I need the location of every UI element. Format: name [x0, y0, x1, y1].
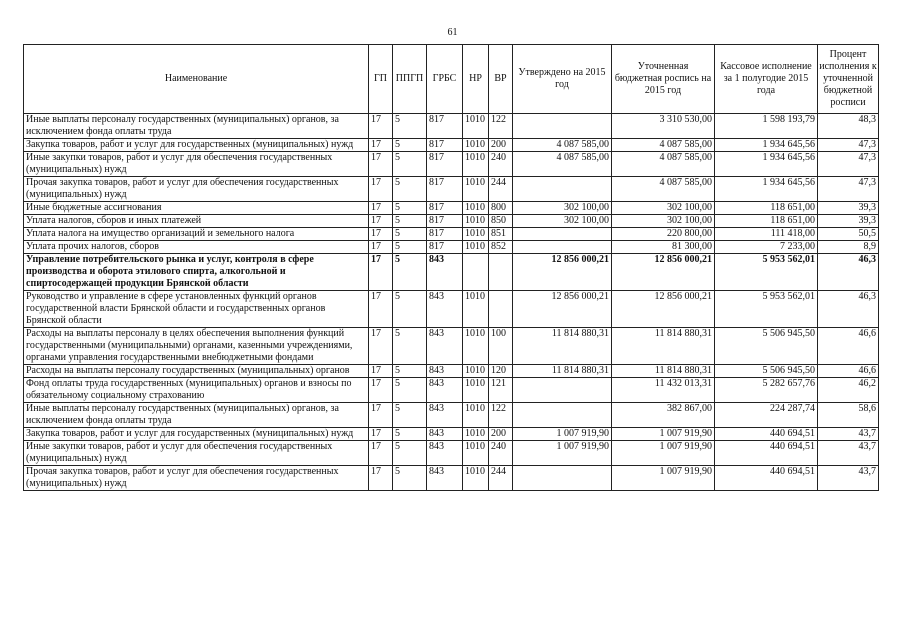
cell-vr: 800 — [489, 202, 513, 215]
cell-refined: 302 100,00 — [612, 202, 715, 215]
cell-cash: 440 694,51 — [715, 466, 818, 491]
cell-nr: 1010 — [463, 328, 489, 365]
cell-name: Закупка товаров, работ и услуг для государственных (муниципальных) нужд — [24, 428, 369, 441]
cell-gp: 17 — [369, 328, 393, 365]
table-row — [24, 228, 879, 241]
cell-ppgp: 5 — [393, 114, 427, 139]
cell-ppgp: 5 — [393, 441, 427, 466]
cell-grbs: 843 — [427, 441, 463, 466]
cell-approved — [513, 403, 612, 428]
cell-percent: 46,6 — [818, 365, 879, 378]
cell-cash: 5 953 562,01 — [715, 291, 818, 328]
cell-percent: 46,3 — [818, 254, 879, 291]
cell-percent: 43,7 — [818, 441, 879, 466]
cell-vr: 850 — [489, 215, 513, 228]
header-approved: Утверждено на 2015 год — [513, 45, 612, 114]
cell-gp: 17 — [369, 241, 393, 254]
cell-ppgp: 5 — [393, 241, 427, 254]
cell-percent: 39,3 — [818, 215, 879, 228]
cell-gp: 17 — [369, 152, 393, 177]
page-number: 61 — [447, 27, 458, 38]
cell-approved — [513, 114, 612, 139]
header-cash: Кассовое исполнение за 1 полугодие 2015 года — [715, 45, 818, 114]
header-percent: Процент исполнения к уточненной бюджетной росписи — [818, 45, 879, 114]
cell-approved: 1 007 919,90 — [513, 441, 612, 466]
cell-ppgp: 5 — [393, 378, 427, 403]
cell-approved: 302 100,00 — [513, 202, 612, 215]
cell-refined: 382 867,00 — [612, 403, 715, 428]
cell-cash: 118 651,00 — [715, 215, 818, 228]
cell-ppgp: 5 — [393, 466, 427, 491]
cell-vr: 851 — [489, 228, 513, 241]
cell-gp: 17 — [369, 254, 393, 291]
cell-refined: 220 800,00 — [612, 228, 715, 241]
cell-refined: 11 814 880,31 — [612, 328, 715, 365]
cell-refined: 12 856 000,21 — [612, 254, 715, 291]
cell-nr: 1010 — [463, 403, 489, 428]
cell-name: Расходы на выплаты персоналу в целях обеспечения выполнения функций государственными (муниципальными) органами, казенными учреждениями, органами управления государственными внебюджетными фондами — [24, 328, 369, 365]
table-row — [24, 202, 879, 215]
cell-cash: 5 282 657,76 — [715, 378, 818, 403]
table-header-row — [24, 45, 879, 114]
cell-nr: 1010 — [463, 202, 489, 215]
cell-grbs: 817 — [427, 177, 463, 202]
cell-percent: 58,6 — [818, 403, 879, 428]
cell-refined: 3 310 530,00 — [612, 114, 715, 139]
cell-ppgp: 5 — [393, 365, 427, 378]
cell-ppgp: 5 — [393, 228, 427, 241]
cell-refined: 302 100,00 — [612, 215, 715, 228]
cell-cash: 1 934 645,56 — [715, 152, 818, 177]
cell-percent: 8,9 — [818, 241, 879, 254]
cell-cash: 111 418,00 — [715, 228, 818, 241]
cell-vr: 244 — [489, 466, 513, 491]
cell-cash: 1 598 193,79 — [715, 114, 818, 139]
cell-gp: 17 — [369, 428, 393, 441]
table-row — [24, 328, 879, 365]
cell-cash: 5 506 945,50 — [715, 365, 818, 378]
cell-cash: 440 694,51 — [715, 441, 818, 466]
table-row — [24, 254, 879, 291]
cell-nr: 1010 — [463, 152, 489, 177]
cell-gp: 17 — [369, 177, 393, 202]
cell-vr: 100 — [489, 328, 513, 365]
cell-grbs: 817 — [427, 152, 463, 177]
cell-percent: 39,3 — [818, 202, 879, 215]
cell-grbs: 843 — [427, 365, 463, 378]
cell-grbs: 817 — [427, 228, 463, 241]
cell-gp: 17 — [369, 114, 393, 139]
cell-name: Иные выплаты персоналу государственных (муниципальных) органов, за исключением фонда оплаты труда — [24, 114, 369, 139]
table-row — [24, 241, 879, 254]
cell-nr — [463, 254, 489, 291]
table-row — [24, 403, 879, 428]
cell-approved: 1 007 919,90 — [513, 428, 612, 441]
cell-vr: 120 — [489, 365, 513, 378]
cell-gp: 17 — [369, 228, 393, 241]
table-row — [24, 114, 879, 139]
cell-refined: 11 814 880,31 — [612, 365, 715, 378]
cell-name: Иные выплаты персоналу государственных (муниципальных) органов, за исключением фонда оплаты труда — [24, 403, 369, 428]
cell-nr: 1010 — [463, 177, 489, 202]
cell-vr: 244 — [489, 177, 513, 202]
cell-grbs: 817 — [427, 202, 463, 215]
cell-nr: 1010 — [463, 215, 489, 228]
cell-vr: 122 — [489, 114, 513, 139]
cell-ppgp: 5 — [393, 403, 427, 428]
cell-nr: 1010 — [463, 441, 489, 466]
cell-vr: 240 — [489, 152, 513, 177]
cell-name: Закупка товаров, работ и услуг для государственных (муниципальных) нужд — [24, 139, 369, 152]
cell-vr: 200 — [489, 428, 513, 441]
table-row — [24, 365, 879, 378]
cell-name: Прочая закупка товаров, работ и услуг для обеспечения государственных (муниципальных) нужд — [24, 177, 369, 202]
cell-gp: 17 — [369, 378, 393, 403]
cell-name: Уплата налогов, сборов и иных платежей — [24, 215, 369, 228]
header-grbs: ГРБС — [427, 45, 463, 114]
cell-vr: 852 — [489, 241, 513, 254]
cell-approved: 11 814 880,31 — [513, 328, 612, 365]
table-row — [24, 152, 879, 177]
cell-grbs: 843 — [427, 403, 463, 428]
cell-refined: 12 856 000,21 — [612, 291, 715, 328]
header-refined: Уточненная бюджетная роспись на 2015 год — [612, 45, 715, 114]
cell-nr: 1010 — [463, 241, 489, 254]
cell-nr: 1010 — [463, 365, 489, 378]
cell-percent: 46,3 — [818, 291, 879, 328]
table-row — [24, 139, 879, 152]
cell-grbs: 843 — [427, 466, 463, 491]
cell-percent: 43,7 — [818, 466, 879, 491]
cell-percent: 43,7 — [818, 428, 879, 441]
cell-name: Прочая закупка товаров, работ и услуг для обеспечения государственных (муниципальных) нужд — [24, 466, 369, 491]
cell-refined: 81 300,00 — [612, 241, 715, 254]
cell-vr: 122 — [489, 403, 513, 428]
header-ppgp: ППГП — [393, 45, 427, 114]
cell-ppgp: 5 — [393, 291, 427, 328]
cell-cash: 1 934 645,56 — [715, 139, 818, 152]
cell-percent: 47,3 — [818, 152, 879, 177]
cell-percent: 47,3 — [818, 177, 879, 202]
cell-percent: 48,3 — [818, 114, 879, 139]
cell-approved — [513, 466, 612, 491]
budget-table — [23, 44, 879, 491]
cell-gp: 17 — [369, 139, 393, 152]
cell-ppgp: 5 — [393, 428, 427, 441]
cell-approved — [513, 177, 612, 202]
cell-approved: 11 814 880,31 — [513, 365, 612, 378]
table-row — [24, 466, 879, 491]
cell-refined: 4 087 585,00 — [612, 177, 715, 202]
table-row — [24, 378, 879, 403]
cell-grbs: 843 — [427, 328, 463, 365]
cell-ppgp: 5 — [393, 139, 427, 152]
cell-ppgp: 5 — [393, 202, 427, 215]
cell-nr: 1010 — [463, 466, 489, 491]
cell-gp: 17 — [369, 466, 393, 491]
cell-ppgp: 5 — [393, 328, 427, 365]
header-name: Наименование — [24, 45, 369, 114]
table-row — [24, 428, 879, 441]
cell-name: Иные закупки товаров, работ и услуг для обеспечения государственных (муниципальных) нужд — [24, 441, 369, 466]
cell-approved: 4 087 585,00 — [513, 139, 612, 152]
cell-gp: 17 — [369, 202, 393, 215]
cell-cash: 5 953 562,01 — [715, 254, 818, 291]
cell-grbs: 843 — [427, 291, 463, 328]
cell-approved: 12 856 000,21 — [513, 291, 612, 328]
cell-cash: 1 934 645,56 — [715, 177, 818, 202]
cell-name: Иные закупки товаров, работ и услуг для обеспечения государственных (муниципальных) нужд — [24, 152, 369, 177]
cell-refined: 11 432 013,31 — [612, 378, 715, 403]
cell-ppgp: 5 — [393, 215, 427, 228]
cell-approved — [513, 241, 612, 254]
cell-nr: 1010 — [463, 378, 489, 403]
cell-cash: 7 233,00 — [715, 241, 818, 254]
cell-refined: 4 087 585,00 — [612, 139, 715, 152]
cell-cash: 224 287,74 — [715, 403, 818, 428]
table-row — [24, 441, 879, 466]
cell-nr: 1010 — [463, 228, 489, 241]
cell-name: Уплата налога на имущество организаций и земельного налога — [24, 228, 369, 241]
cell-refined: 1 007 919,90 — [612, 428, 715, 441]
table-row — [24, 215, 879, 228]
cell-gp: 17 — [369, 441, 393, 466]
cell-percent: 50,5 — [818, 228, 879, 241]
cell-percent: 46,6 — [818, 328, 879, 365]
cell-gp: 17 — [369, 215, 393, 228]
cell-gp: 17 — [369, 403, 393, 428]
header-vr: ВР — [489, 45, 513, 114]
cell-ppgp: 5 — [393, 177, 427, 202]
header-gp: ГП — [369, 45, 393, 114]
cell-percent: 47,3 — [818, 139, 879, 152]
cell-nr: 1010 — [463, 291, 489, 328]
cell-vr — [489, 254, 513, 291]
cell-vr: 121 — [489, 378, 513, 403]
cell-cash: 440 694,51 — [715, 428, 818, 441]
cell-cash: 5 506 945,50 — [715, 328, 818, 365]
cell-vr — [489, 291, 513, 328]
cell-vr: 240 — [489, 441, 513, 466]
cell-grbs: 843 — [427, 428, 463, 441]
cell-name: Иные бюджетные ассигнования — [24, 202, 369, 215]
cell-name: Фонд оплаты труда государственных (муниципальных) органов и взносы по обязательному социальному страхованию — [24, 378, 369, 403]
cell-ppgp: 5 — [393, 152, 427, 177]
cell-nr: 1010 — [463, 428, 489, 441]
cell-nr: 1010 — [463, 114, 489, 139]
cell-grbs: 843 — [427, 254, 463, 291]
cell-cash: 118 651,00 — [715, 202, 818, 215]
cell-approved: 12 856 000,21 — [513, 254, 612, 291]
cell-vr: 200 — [489, 139, 513, 152]
cell-approved — [513, 228, 612, 241]
cell-approved: 302 100,00 — [513, 215, 612, 228]
cell-percent: 46,2 — [818, 378, 879, 403]
cell-grbs: 817 — [427, 139, 463, 152]
cell-ppgp: 5 — [393, 254, 427, 291]
table-body — [24, 114, 879, 491]
cell-name: Расходы на выплаты персоналу государственных (муниципальных) органов — [24, 365, 369, 378]
cell-name: Уплата прочих налогов, сборов — [24, 241, 369, 254]
cell-grbs: 843 — [427, 378, 463, 403]
cell-grbs: 817 — [427, 241, 463, 254]
cell-refined: 4 087 585,00 — [612, 152, 715, 177]
cell-grbs: 817 — [427, 114, 463, 139]
cell-approved: 4 087 585,00 — [513, 152, 612, 177]
cell-approved — [513, 378, 612, 403]
cell-refined: 1 007 919,90 — [612, 441, 715, 466]
cell-grbs: 817 — [427, 215, 463, 228]
table-row — [24, 291, 879, 328]
cell-gp: 17 — [369, 291, 393, 328]
cell-refined: 1 007 919,90 — [612, 466, 715, 491]
cell-name: Руководство и управление в сфере установленных функций органов государственной власти Брянской области и государственных органов Брянской области — [24, 291, 369, 328]
cell-name: Управление потребительского рынка и услуг, контроля в сфере производства и оборота этилового спирта, алкогольной и спиртосодержащей продукции Брянской области — [24, 254, 369, 291]
cell-nr: 1010 — [463, 139, 489, 152]
cell-gp: 17 — [369, 365, 393, 378]
table-row — [24, 177, 879, 202]
header-nr: НР — [463, 45, 489, 114]
